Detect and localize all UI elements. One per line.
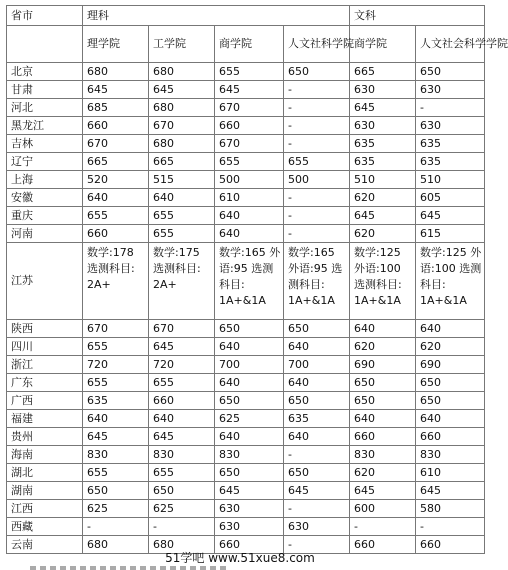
score-cell: 640 <box>350 320 416 338</box>
score-cell: 665 <box>149 153 215 171</box>
province-cell: 河北 <box>7 99 83 117</box>
score-cell: 640 <box>350 410 416 428</box>
table-row <box>7 320 485 338</box>
score-cell: 645 <box>149 338 215 356</box>
score-cell: 635 <box>350 153 416 171</box>
score-cell: 620 <box>350 225 416 243</box>
score-cell: 680 <box>149 63 215 81</box>
score-cell: 635 <box>83 392 149 410</box>
score-cell: 650 <box>350 374 416 392</box>
score-cell: 640 <box>215 207 284 225</box>
table-row <box>7 171 485 189</box>
score-cell: 610 <box>215 189 284 207</box>
score-cell: 830 <box>416 446 485 464</box>
score-cell: - <box>416 99 485 117</box>
score-cell: 660 <box>83 225 149 243</box>
score-cell: 830 <box>215 446 284 464</box>
score-cell: 645 <box>83 81 149 99</box>
cropped-caption-fragment <box>30 566 230 570</box>
score-cell: 500 <box>215 171 284 189</box>
province-cell: 广西 <box>7 392 83 410</box>
score-cell: 720 <box>83 356 149 374</box>
score-cell: 640 <box>149 410 215 428</box>
score-cell: 655 <box>149 374 215 392</box>
score-cell: 630 <box>416 81 485 99</box>
score-cell: 680 <box>149 99 215 117</box>
score-cell: 660 <box>149 392 215 410</box>
score-cell: 620 <box>350 338 416 356</box>
province-cell: 湖南 <box>7 482 83 500</box>
score-cell: 650 <box>284 392 350 410</box>
table-row <box>7 207 485 225</box>
table-row <box>7 135 485 153</box>
score-cell: 640 <box>215 338 284 356</box>
score-cell: 645 <box>149 428 215 446</box>
score-cell: - <box>284 99 350 117</box>
col-header: 工学院 <box>149 26 215 63</box>
province-header: 省市 <box>7 6 83 26</box>
province-cell: 广东 <box>7 374 83 392</box>
table-row <box>7 428 485 446</box>
col-header: 理学院 <box>83 26 149 63</box>
province-cell: 四川 <box>7 338 83 356</box>
score-cell: - <box>83 518 149 536</box>
score-cell: 680 <box>149 135 215 153</box>
score-cell: 660 <box>215 117 284 135</box>
province-cell: 西藏 <box>7 518 83 536</box>
score-cell: 645 <box>416 207 485 225</box>
score-cell: 640 <box>215 374 284 392</box>
header-row-1 <box>7 6 485 26</box>
score-cell: 650 <box>284 464 350 482</box>
province-cell: 浙江 <box>7 356 83 374</box>
col-header: 人文社会科学学院 <box>416 26 485 63</box>
province-cell: 重庆 <box>7 207 83 225</box>
score-cell: 660 <box>350 428 416 446</box>
score-cell: 655 <box>83 207 149 225</box>
score-cell: 670 <box>83 135 149 153</box>
score-cell: 650 <box>284 320 350 338</box>
score-cell: 830 <box>83 446 149 464</box>
province-cell: 北京 <box>7 63 83 81</box>
score-cell: 630 <box>350 117 416 135</box>
province-cell: 河南 <box>7 225 83 243</box>
score-table <box>6 5 508 554</box>
province-cell: 陕西 <box>7 320 83 338</box>
table-row <box>7 446 485 464</box>
score-cell: 635 <box>350 135 416 153</box>
score-cell: 510 <box>350 171 416 189</box>
score-cell: 690 <box>350 356 416 374</box>
arts-header: 文科 <box>350 6 485 26</box>
score-cell: 615 <box>416 225 485 243</box>
score-cell: 660 <box>350 536 416 554</box>
score-cell: 670 <box>215 135 284 153</box>
score-cell: 数学:178 选测科目: 2A+ <box>83 243 149 320</box>
score-cell: 数学:165 外语:95 选测科目: 1A+&1A <box>215 243 284 320</box>
score-cell: 645 <box>83 428 149 446</box>
score-cell: - <box>284 135 350 153</box>
score-cell: 610 <box>416 464 485 482</box>
score-cell: 640 <box>416 320 485 338</box>
score-cell: 700 <box>215 356 284 374</box>
score-cell: 720 <box>149 356 215 374</box>
score-cell: 645 <box>416 482 485 500</box>
score-cell: 630 <box>350 81 416 99</box>
score-cell: 655 <box>215 153 284 171</box>
score-cell: 680 <box>83 536 149 554</box>
table-row <box>7 99 485 117</box>
score-cell: 640 <box>416 410 485 428</box>
table-row <box>7 81 485 99</box>
col-header: 商学院 <box>215 26 284 63</box>
watermark-footer: 51学吧 www.51xue8.com <box>165 551 315 565</box>
score-cell: 645 <box>149 81 215 99</box>
score-cell: 670 <box>149 320 215 338</box>
score-cell: 515 <box>149 171 215 189</box>
table-row <box>7 518 485 536</box>
score-cell: - <box>284 117 350 135</box>
score-cell: 620 <box>350 189 416 207</box>
score-cell: - <box>284 536 350 554</box>
province-cell: 上海 <box>7 171 83 189</box>
score-cell: 650 <box>149 482 215 500</box>
province-cell: 江西 <box>7 500 83 518</box>
score-cell: 650 <box>215 320 284 338</box>
score-cell: 520 <box>83 171 149 189</box>
province-cell: 黑龙江 <box>7 117 83 135</box>
score-cell: - <box>284 81 350 99</box>
province-cell: 海南 <box>7 446 83 464</box>
score-cell: 640 <box>83 189 149 207</box>
score-cell: 690 <box>416 356 485 374</box>
score-cell: 655 <box>215 63 284 81</box>
table-row <box>7 338 485 356</box>
score-cell: 645 <box>350 99 416 117</box>
score-cell: 620 <box>416 338 485 356</box>
score-cell: 650 <box>350 392 416 410</box>
score-cell: 830 <box>350 446 416 464</box>
score-cell: 650 <box>416 392 485 410</box>
score-cell: 630 <box>416 117 485 135</box>
score-cell: - <box>149 518 215 536</box>
score-cell: 685 <box>83 99 149 117</box>
score-cell: 660 <box>416 536 485 554</box>
score-cell: 625 <box>149 500 215 518</box>
score-cell: 665 <box>83 153 149 171</box>
score-cell: 650 <box>284 63 350 81</box>
score-cell: 655 <box>284 153 350 171</box>
score-cell: 510 <box>416 171 485 189</box>
province-cell: 江苏 <box>7 243 83 320</box>
score-cell: 830 <box>149 446 215 464</box>
score-cell: 500 <box>284 171 350 189</box>
score-cell: 665 <box>350 63 416 81</box>
score-cell: 655 <box>149 207 215 225</box>
score-cell: 635 <box>416 135 485 153</box>
table-row <box>7 243 485 320</box>
score-cell: 660 <box>83 117 149 135</box>
score-cell: 655 <box>149 464 215 482</box>
score-cell: 645 <box>215 482 284 500</box>
score-cell: 645 <box>284 482 350 500</box>
table-row <box>7 117 485 135</box>
province-cell: 辽宁 <box>7 153 83 171</box>
score-cell: 655 <box>83 338 149 356</box>
score-cell: 640 <box>284 338 350 356</box>
table-row <box>7 392 485 410</box>
score-cell: 625 <box>83 500 149 518</box>
table-row <box>7 374 485 392</box>
header-blank <box>7 26 83 63</box>
col-header: 人文社科学院 <box>284 26 350 63</box>
score-cell: 640 <box>149 189 215 207</box>
score-cell: 655 <box>83 374 149 392</box>
table-row <box>7 153 485 171</box>
score-cell: 650 <box>416 63 485 81</box>
province-cell: 甘肃 <box>7 81 83 99</box>
table-row <box>7 63 485 81</box>
score-cell: 650 <box>215 464 284 482</box>
score-cell: 645 <box>350 482 416 500</box>
score-cell: 605 <box>416 189 485 207</box>
score-cell: 650 <box>215 392 284 410</box>
score-cell: 640 <box>284 374 350 392</box>
score-cell: - <box>284 500 350 518</box>
score-cell: 数学:125 外语:100 选测科目: 1A+&1A <box>416 243 485 320</box>
score-cell: 630 <box>215 518 284 536</box>
score-cell: 655 <box>149 225 215 243</box>
score-cell: 640 <box>83 410 149 428</box>
score-cell: 635 <box>284 410 350 428</box>
score-cell: - <box>350 518 416 536</box>
table-row <box>7 500 485 518</box>
score-cell: 635 <box>416 153 485 171</box>
province-cell: 安徽 <box>7 189 83 207</box>
table-row <box>7 189 485 207</box>
score-cell: - <box>416 518 485 536</box>
score-cell: 580 <box>416 500 485 518</box>
score-cell: 620 <box>350 464 416 482</box>
score-cell: 600 <box>350 500 416 518</box>
score-cell: 670 <box>215 99 284 117</box>
score-cell: 700 <box>284 356 350 374</box>
province-cell: 贵州 <box>7 428 83 446</box>
score-cell: 660 <box>215 536 284 554</box>
score-cell: 640 <box>215 225 284 243</box>
score-cell: 数学:175 选测科目: 2A+ <box>149 243 215 320</box>
score-cell: - <box>284 207 350 225</box>
score-cell: 630 <box>215 500 284 518</box>
score-cell: - <box>284 225 350 243</box>
table-row <box>7 482 485 500</box>
score-cell: 680 <box>83 63 149 81</box>
score-cell: - <box>284 446 350 464</box>
table-row <box>7 464 485 482</box>
province-cell: 湖北 <box>7 464 83 482</box>
score-cell: 645 <box>215 81 284 99</box>
score-cell: 640 <box>215 428 284 446</box>
province-cell: 云南 <box>7 536 83 554</box>
table-row <box>7 225 485 243</box>
score-cell: 655 <box>83 464 149 482</box>
table-row <box>7 356 485 374</box>
score-cell: 数学:125 外语:100 选测科目: 1A+&1A <box>350 243 416 320</box>
score-cell: 640 <box>284 428 350 446</box>
score-cell: 630 <box>284 518 350 536</box>
score-cell: 625 <box>215 410 284 428</box>
score-cell: 670 <box>149 117 215 135</box>
table-body <box>7 63 485 554</box>
province-cell: 吉林 <box>7 135 83 153</box>
score-cell: - <box>284 189 350 207</box>
score-cell: 数学:165 外语:95 选测科目: 1A+&1A <box>284 243 350 320</box>
score-cell: 660 <box>416 428 485 446</box>
score-cell: 650 <box>416 374 485 392</box>
col-header: 商学院 <box>350 26 416 63</box>
score-cell: 680 <box>149 536 215 554</box>
header-row-2 <box>7 26 485 63</box>
province-cell: 福建 <box>7 410 83 428</box>
score-cell: 645 <box>350 207 416 225</box>
score-cell: 670 <box>83 320 149 338</box>
score-cell: 650 <box>83 482 149 500</box>
table-row <box>7 410 485 428</box>
science-header: 理科 <box>83 6 350 26</box>
